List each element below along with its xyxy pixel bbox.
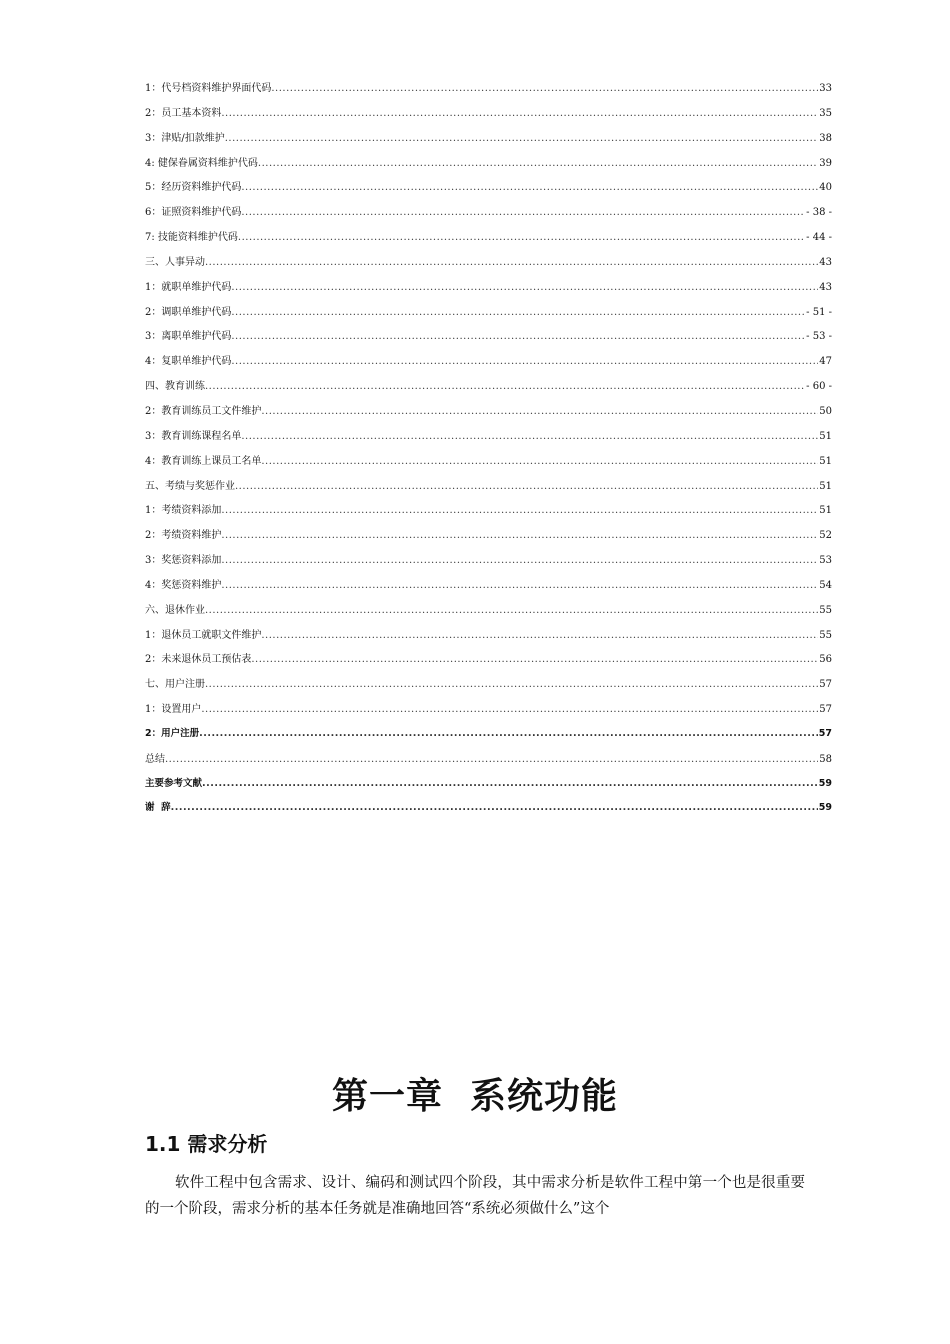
toc-leader-dots: [231, 307, 805, 318]
section-title: 1.1 需求分析: [145, 1132, 268, 1156]
toc-entry-page: 39: [819, 157, 832, 169]
toc-leader-dots: [261, 456, 818, 467]
toc-entry[interactable]: [145, 601, 832, 626]
toc-entry-title: 7: 技能资料维护代码: [145, 232, 238, 244]
toc-entry-page: 57: [819, 679, 832, 691]
toc-leader-dots: [235, 481, 818, 492]
toc-leader-dots: [199, 728, 818, 739]
toc-leader-dots: [221, 580, 818, 591]
toc-leader-dots: [241, 431, 818, 442]
toc-leader-dots: [258, 158, 818, 169]
toc-entry-title: 五、考绩与奖惩作业: [145, 480, 235, 492]
toc-entry-page: 40: [819, 182, 832, 194]
toc-entry[interactable]: [145, 576, 832, 601]
toc-entry-page: 54: [819, 579, 832, 591]
toc-leader-dots: [205, 381, 805, 392]
toc-entry-page: 47: [819, 356, 832, 368]
toc-entry-page: 52: [819, 530, 832, 542]
toc-leader-dots: [221, 505, 818, 516]
toc-entry[interactable]: [145, 501, 832, 526]
toc-entry-page: 59: [818, 802, 832, 814]
toc-leader-dots: [221, 555, 818, 566]
table-of-contents: [145, 79, 832, 824]
toc-entry[interactable]: [145, 799, 832, 824]
toc-entry-title: 1：退休员工就职文件维护: [145, 629, 262, 641]
toc-entry-page: 43: [819, 256, 832, 268]
toc-entry[interactable]: [145, 775, 832, 800]
toc-entry-title: 5：经历资料维护代码: [145, 182, 242, 194]
toc-entry-page: - 44 -: [806, 232, 832, 244]
toc-entry-title: 3：教育训练课程名单: [145, 430, 242, 442]
toc-leader-dots: [271, 83, 818, 94]
toc-leader-dots: [261, 406, 818, 417]
toc-entry[interactable]: [145, 79, 832, 104]
toc-leader-dots: [202, 778, 818, 789]
toc-entry-title: 总结: [145, 753, 165, 765]
toc-leader-dots: [241, 207, 805, 218]
toc-entry-title: 七、用户注册: [145, 679, 205, 691]
toc-entry-title: 2：员工基本资料: [145, 107, 222, 119]
toc-leader-dots: [205, 605, 818, 616]
toc-entry-title: 2：未来退休员工预估表: [145, 654, 252, 666]
toc-entry-page: 51: [819, 455, 832, 467]
toc-entry-title: 1：设置用户: [145, 704, 202, 716]
toc-entry[interactable]: [145, 427, 832, 452]
toc-entry[interactable]: [145, 129, 832, 154]
toc-entry-page: - 38 -: [806, 207, 832, 219]
toc-leader-dots: [231, 356, 818, 367]
toc-leader-dots: [231, 282, 818, 293]
toc-entry-title: 4：奖惩资料维护: [145, 579, 222, 591]
toc-leader-dots: [225, 133, 819, 144]
toc-leader-dots: [221, 530, 818, 541]
toc-entry-title: 四、教育训练: [145, 381, 205, 393]
toc-entry-title: 2：教育训练员工文件维护: [145, 405, 262, 417]
toc-entry[interactable]: [145, 626, 832, 651]
toc-leader-dots: [205, 257, 818, 268]
toc-entry[interactable]: [145, 228, 832, 253]
toc-entry[interactable]: [145, 675, 832, 700]
toc-entry-page: 50: [819, 405, 832, 417]
body-paragraph: 软件工程中包含需求、设计、编码和测试四个阶段，其中需求分析是软件工程中第一个也是很重要的一个阶段，需求分析的基本任务就是准确地回答“系统必须做什么”这个: [145, 1175, 805, 1217]
toc-leader-dots: [201, 704, 818, 715]
toc-entry-title: 主要参考文献: [145, 777, 203, 789]
toc-leader-dots: [231, 331, 805, 342]
toc-entry-title: 4：复职单维护代码: [145, 356, 232, 368]
toc-leader-dots: [241, 182, 818, 193]
toc-leader-dots: [165, 754, 818, 765]
toc-entry-title: 谢 辞: [145, 802, 171, 814]
toc-entry-page: 55: [819, 629, 832, 641]
toc-entry[interactable]: [145, 154, 832, 179]
toc-entry-title: 2：用户注册: [145, 727, 200, 739]
toc-entry-title: 3：奖惩资料添加: [145, 555, 222, 567]
toc-entry-page: 53: [819, 555, 832, 567]
toc-entry[interactable]: [145, 352, 832, 377]
toc-entry-page: 51: [819, 480, 832, 492]
toc-leader-dots: [261, 630, 818, 641]
toc-entry-page: - 60 -: [806, 381, 832, 393]
toc-entry-page: 57: [819, 704, 832, 716]
toc-entry[interactable]: [145, 452, 832, 477]
toc-entry-title: 1：考绩资料添加: [145, 505, 222, 517]
toc-entry-page: 57: [818, 727, 832, 739]
toc-entry-page: - 51 -: [806, 306, 832, 318]
toc-entry-page: 59: [818, 777, 832, 789]
toc-entry-page: 51: [819, 505, 832, 517]
toc-entry-page: 55: [819, 604, 832, 616]
toc-entry-title: 三、人事异动: [145, 256, 205, 268]
toc-entry-title: 4: 健保眷属资料维护代码: [145, 157, 258, 169]
toc-entry[interactable]: [145, 551, 832, 576]
toc-entry-page: 56: [819, 654, 832, 666]
toc-entry[interactable]: [145, 402, 832, 427]
toc-entry[interactable]: [145, 104, 832, 129]
toc-leader-dots: [171, 802, 818, 813]
toc-entry[interactable]: [145, 700, 832, 725]
toc-entry[interactable]: [145, 303, 832, 328]
toc-entry[interactable]: [145, 278, 832, 303]
toc-entry-title: 3：离职单维护代码: [145, 331, 232, 343]
toc-entry-page: 33: [819, 83, 832, 94]
toc-entry[interactable]: [145, 327, 832, 352]
toc-entry-page: - 53 -: [806, 331, 832, 343]
toc-entry-title: 2：考绩资料维护: [145, 530, 222, 542]
toc-entry-title: 六、退休作业: [145, 604, 205, 616]
toc-entry-title: 1：代号档资料维护界面代码: [145, 83, 272, 94]
toc-leader-dots: [238, 232, 805, 243]
toc-leader-dots: [221, 108, 818, 119]
toc-entry[interactable]: [145, 253, 832, 278]
toc-leader-dots: [251, 654, 818, 665]
toc-entry[interactable]: [145, 526, 832, 551]
toc-entry-title: 1：就职单维护代码: [145, 281, 232, 293]
toc-entry[interactable]: [145, 725, 832, 750]
toc-entry-page: 43: [819, 281, 832, 293]
toc-entry-page: 58: [819, 753, 832, 765]
toc-entry[interactable]: [145, 178, 832, 203]
toc-entry[interactable]: [145, 650, 832, 675]
toc-entry-title: 6：证照资料维护代码: [145, 207, 242, 219]
toc-entry[interactable]: [145, 377, 832, 402]
toc-entry[interactable]: [145, 750, 832, 775]
toc-entry-page: 51: [819, 430, 832, 442]
toc-entry[interactable]: [145, 203, 832, 228]
toc-entry-title: 2：调职单维护代码: [145, 306, 232, 318]
toc-entry-page: 38: [819, 132, 832, 144]
chapter-title: 第一章 系统功能: [331, 1075, 619, 1117]
toc-entry-title: 3：津贴/扣款维护: [145, 132, 225, 144]
toc-entry-page: 35: [819, 107, 832, 119]
toc-entry[interactable]: [145, 477, 832, 502]
toc-entry-title: 4：教育训练上课员工名单: [145, 455, 262, 467]
toc-leader-dots: [205, 679, 818, 690]
